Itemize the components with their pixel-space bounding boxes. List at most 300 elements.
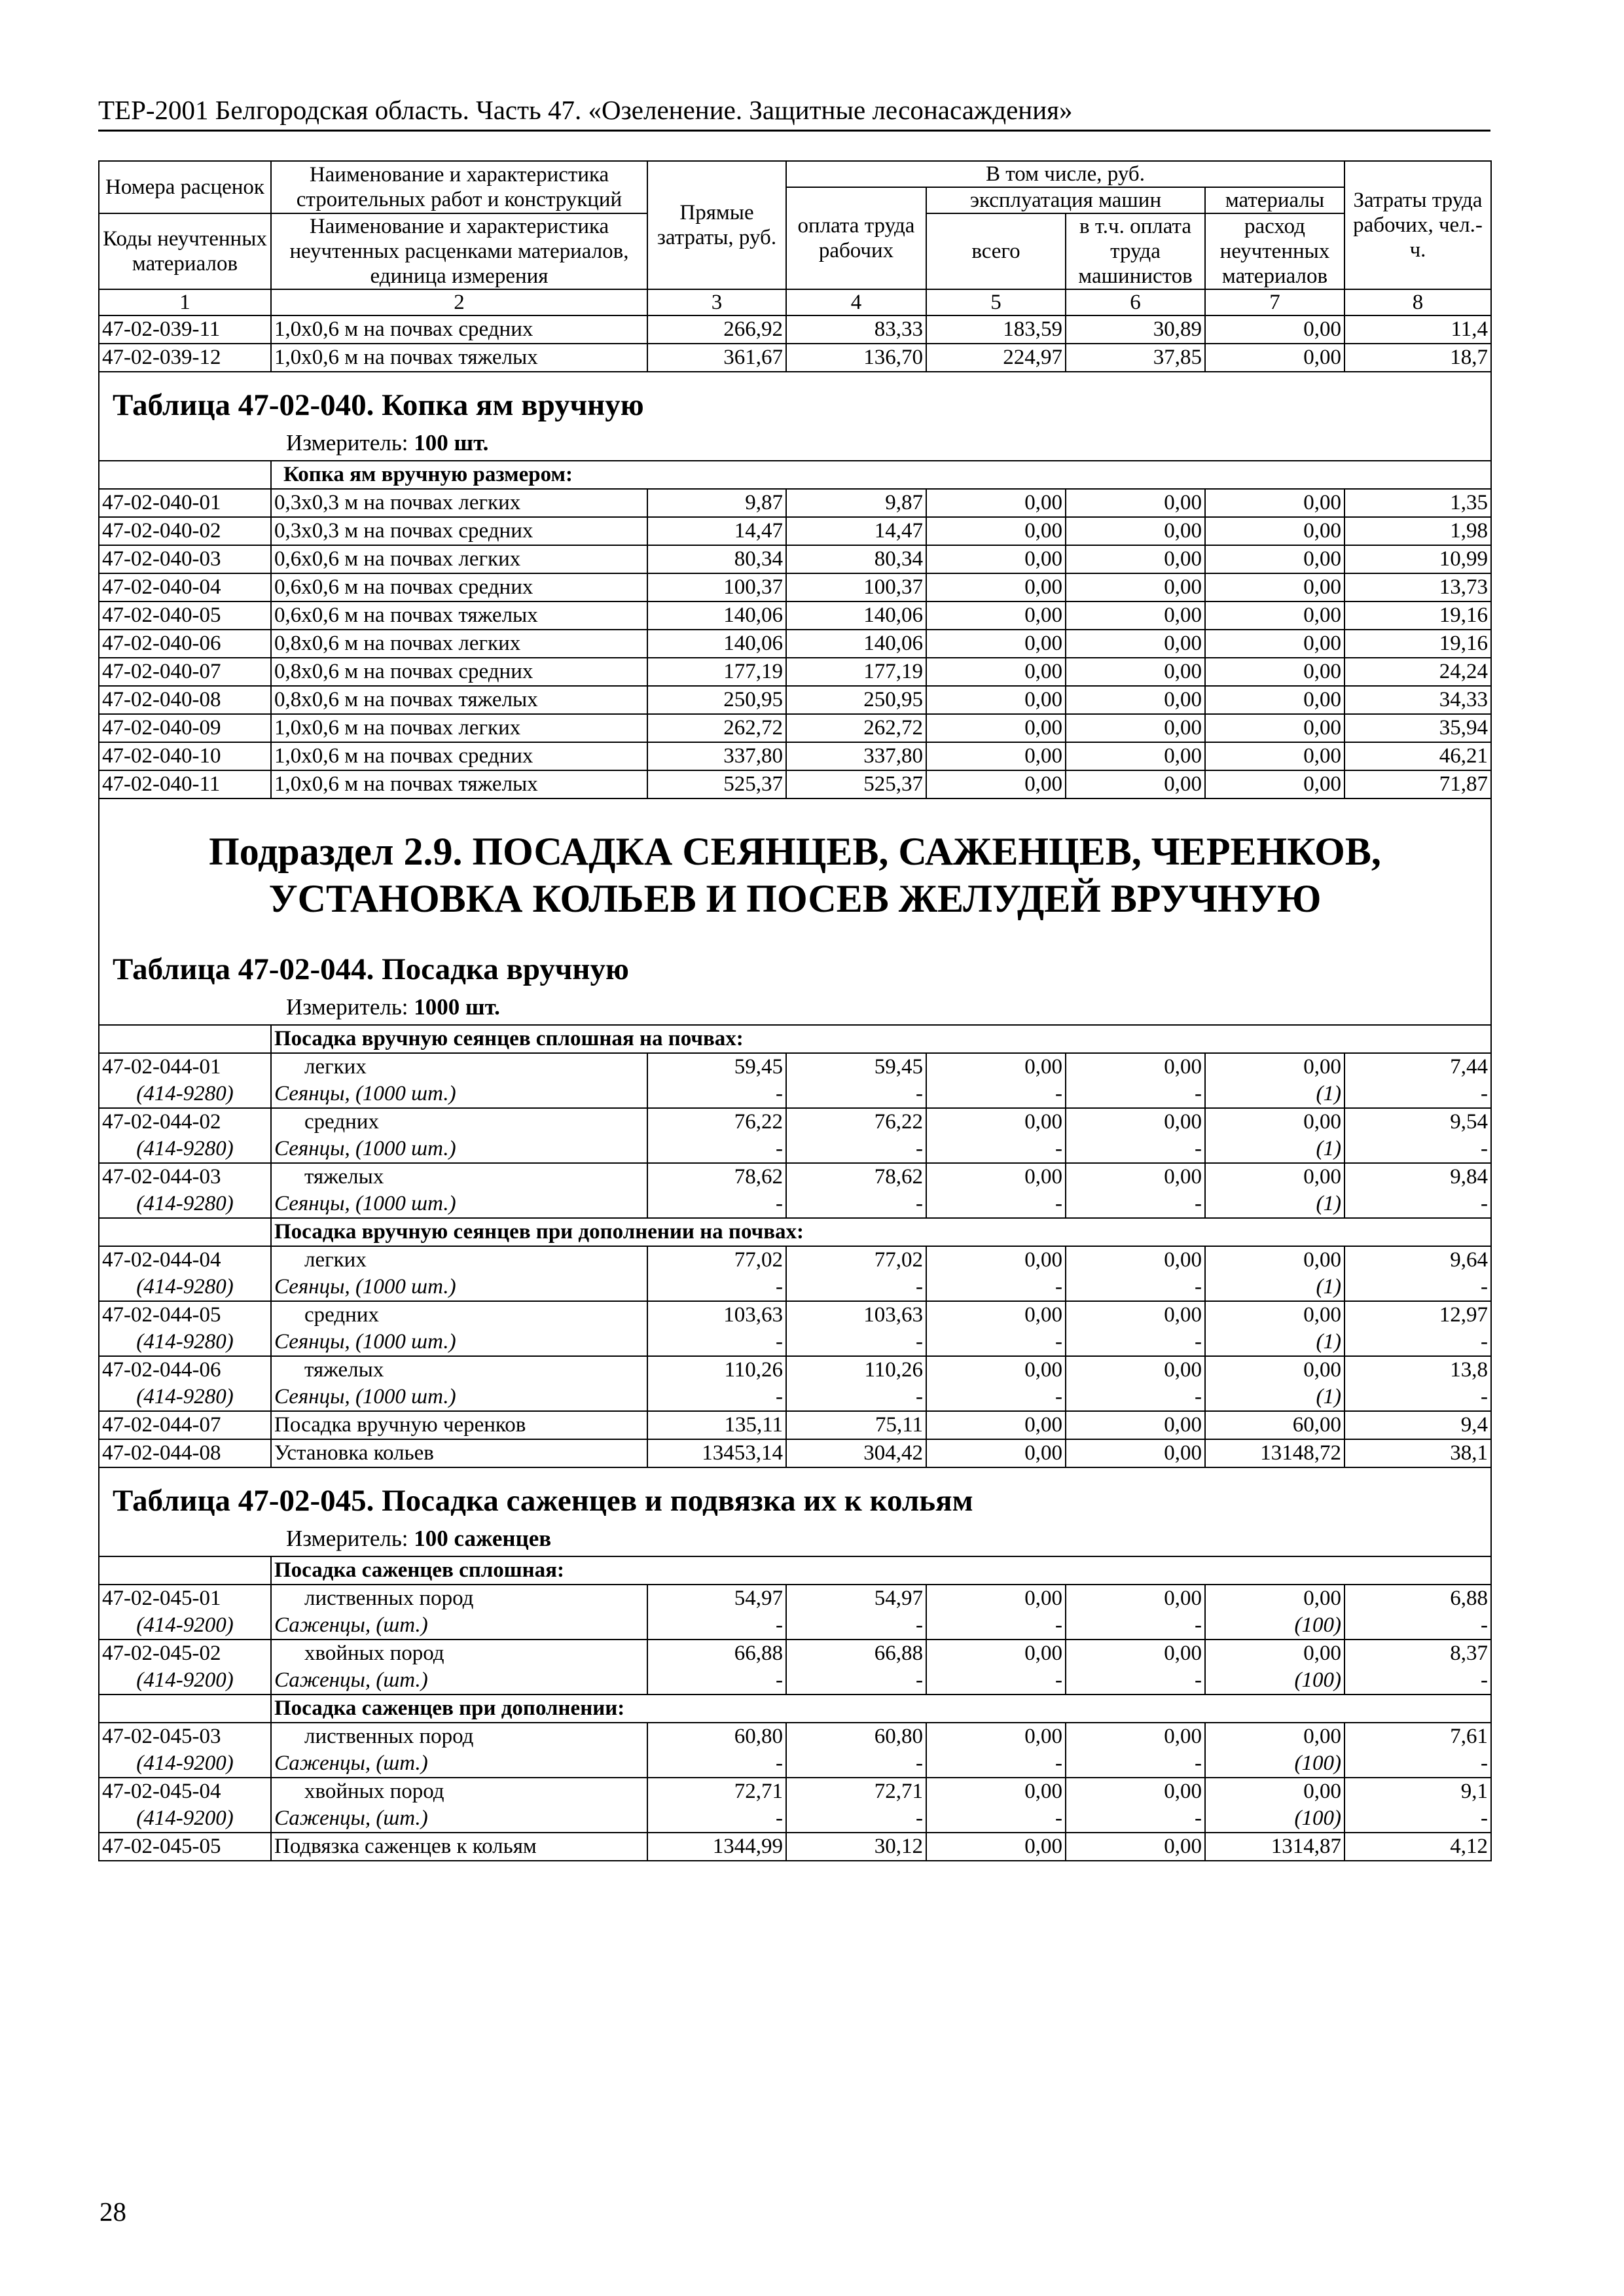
table-cell: Сеянцы, (1000 шт.) <box>271 1329 647 1356</box>
table-cell: 0,00 <box>1205 686 1344 714</box>
table-cell: Саженцы, (шт.) <box>271 1750 647 1778</box>
group-heading: Посадка вручную сеянцев при дополнении на почвах: <box>271 1218 1491 1246</box>
col-machines-total: всего <box>926 213 1066 289</box>
table-cell: (414-9280) <box>99 1136 271 1163</box>
table-cell: - <box>926 1750 1066 1778</box>
table-row <box>99 1411 1491 1439</box>
table-cell: 103,63 <box>786 1301 926 1329</box>
col-material-usage: расход неучтенных материалов <box>1205 213 1344 289</box>
table-row <box>99 742 1491 770</box>
table-cell: 0,00 <box>1205 489 1344 517</box>
table-cell: 0,00 <box>1205 714 1344 742</box>
table-row <box>99 315 1491 344</box>
table-cell: 110,26 <box>786 1356 926 1384</box>
table-cell: 13148,72 <box>1205 1439 1344 1467</box>
table-cell: лиственных пород <box>271 1723 647 1750</box>
table-cell: - <box>1066 1384 1205 1411</box>
col-labor-costs: Затраты труда рабочих, чел.-ч. <box>1344 161 1491 289</box>
table-cell: - <box>1344 1667 1491 1695</box>
table-cell: 47-02-039-11 <box>99 315 271 344</box>
table-cell: 0,00 <box>1066 1108 1205 1136</box>
table-cell: - <box>1066 1805 1205 1833</box>
table-header <box>99 161 1491 315</box>
table-cell: 140,06 <box>647 630 786 658</box>
table-cell: - <box>1344 1612 1491 1640</box>
table-cell: 0,00 <box>1205 742 1344 770</box>
table-cell: 14,47 <box>647 517 786 545</box>
table-cell: (1) <box>1205 1081 1344 1108</box>
table-cell: 0,00 <box>1066 714 1205 742</box>
table-cell: (414-9280) <box>99 1329 271 1356</box>
table-row <box>99 1585 1491 1612</box>
table-cell: 525,37 <box>786 770 926 798</box>
table-cell: 0,8х0,6 м на почвах легких <box>271 630 647 658</box>
table-cell: 0,00 <box>926 1640 1066 1667</box>
table-cell: 337,80 <box>786 742 926 770</box>
table-row <box>99 1053 1491 1081</box>
table-cell: 76,22 <box>647 1108 786 1136</box>
table-row <box>99 1108 1491 1136</box>
table-cell: 47-02-044-04 <box>99 1246 271 1274</box>
measure-value: 100 саженцев <box>414 1526 552 1551</box>
table-cell: 72,71 <box>786 1778 926 1805</box>
table-cell: 11,4 <box>1344 315 1491 344</box>
table-cell: - <box>1066 1612 1205 1640</box>
table-cell: легких <box>271 1246 647 1274</box>
table-cell: - <box>647 1081 786 1108</box>
table-cell: - <box>926 1191 1066 1218</box>
group-heading: Посадка саженцев сплошная: <box>271 1556 1491 1585</box>
table-cell: 47-02-044-08 <box>99 1439 271 1467</box>
table-cell: 83,33 <box>786 315 926 344</box>
table-cell: 250,95 <box>786 686 926 714</box>
table-cell: 0,3х0,3 м на почвах легких <box>271 489 647 517</box>
table-cell: 0,00 <box>1066 686 1205 714</box>
col-work-name: Наименование и характеристика строительных работ и конструкций <box>271 161 647 213</box>
table-cell: лиственных пород <box>271 1585 647 1612</box>
table-cell: 0,00 <box>926 1356 1066 1384</box>
table-cell: 183,59 <box>926 315 1066 344</box>
material-row <box>99 1136 1491 1163</box>
col-material-name: Наименование и характеристика неучтенных расценками материалов, единица измерения <box>271 213 647 289</box>
table-cell: 54,97 <box>647 1585 786 1612</box>
material-row <box>99 1191 1491 1218</box>
table-cell: 110,26 <box>647 1356 786 1384</box>
table-row <box>99 1723 1491 1750</box>
table-cell: - <box>926 1274 1066 1301</box>
table-row <box>99 1301 1491 1329</box>
table-cell: - <box>1344 1329 1491 1356</box>
table-cell: 0,00 <box>1066 1356 1205 1384</box>
table-row <box>99 517 1491 545</box>
table-cell: 0,00 <box>1205 1053 1344 1081</box>
table-045-heading <box>99 1467 1491 1585</box>
table-cell: - <box>1344 1274 1491 1301</box>
table-cell: - <box>647 1329 786 1356</box>
col-machines: эксплуатация машин <box>926 187 1205 213</box>
table-cell: 54,97 <box>786 1585 926 1612</box>
table-cell: 361,67 <box>647 344 786 372</box>
subsection-title <box>99 799 1490 948</box>
table-cell: 0,00 <box>926 742 1066 770</box>
table-cell: 0,00 <box>1205 1585 1344 1612</box>
table-040-heading <box>99 372 1491 489</box>
table-cell: - <box>647 1191 786 1218</box>
table-cell: - <box>926 1612 1066 1640</box>
table-row <box>99 1640 1491 1667</box>
group-heading: Посадка вручную сеянцев сплошная на почвах: <box>271 1025 1491 1053</box>
table-cell: 0,00 <box>926 1723 1066 1750</box>
table-cell: 66,88 <box>647 1640 786 1667</box>
table-cell: 0,00 <box>1205 1108 1344 1136</box>
table-row <box>99 344 1491 372</box>
page-number: 28 <box>99 2197 126 2227</box>
table-cell: 12,97 <box>1344 1301 1491 1329</box>
table-cell: тяжелых <box>271 1163 647 1191</box>
table-cell: - <box>1344 1191 1491 1218</box>
col-including: В том числе, руб. <box>786 161 1344 187</box>
table-cell: - <box>1066 1136 1205 1163</box>
table-cell: 14,47 <box>786 517 926 545</box>
table-cell: (414-9200) <box>99 1667 271 1695</box>
table-cell: 47-02-040-07 <box>99 658 271 686</box>
table-cell: - <box>1344 1750 1491 1778</box>
table-cell: 47-02-044-02 <box>99 1108 271 1136</box>
table-cell: 47-02-044-01 <box>99 1053 271 1081</box>
table-cell: 100,37 <box>647 573 786 601</box>
material-row <box>99 1805 1491 1833</box>
table-cell: 0,00 <box>926 1585 1066 1612</box>
col-num: 6 <box>1066 289 1205 315</box>
table-cell: хвойных пород <box>271 1778 647 1805</box>
measure-label: Измеритель: <box>286 430 414 456</box>
table-row <box>99 1833 1491 1861</box>
running-header: ТЕР-2001 Белгородская область. Часть 47. «Озеленение. Защитные лесонасаждения» <box>98 90 1490 132</box>
table-cell: 9,1 <box>1344 1778 1491 1805</box>
table-cell: 0,6х0,6 м на почвах тяжелых <box>271 601 647 630</box>
table-cell: 0,00 <box>1066 1246 1205 1274</box>
table-cell: (414-9280) <box>99 1191 271 1218</box>
table-cell: 0,8х0,6 м на почвах тяжелых <box>271 686 647 714</box>
table-cell: 0,00 <box>1205 1356 1344 1384</box>
material-row <box>99 1329 1491 1356</box>
table-cell: 13453,14 <box>647 1439 786 1467</box>
col-num: 8 <box>1344 289 1491 315</box>
table-cell: 140,06 <box>786 630 926 658</box>
table-cell: 8,37 <box>1344 1640 1491 1667</box>
table-cell: - <box>786 1667 926 1695</box>
table-cell: 13,8 <box>1344 1356 1491 1384</box>
table-cell: 47-02-045-05 <box>99 1833 271 1861</box>
table-cell: - <box>786 1081 926 1108</box>
table-cell: 0,00 <box>1066 1833 1205 1861</box>
table-cell: 0,00 <box>926 545 1066 573</box>
table-cell: 1,98 <box>1344 517 1491 545</box>
table-cell: 0,00 <box>926 686 1066 714</box>
table-cell: 9,87 <box>647 489 786 517</box>
table-cell: 0,00 <box>926 630 1066 658</box>
table-cell: 0,00 <box>926 1778 1066 1805</box>
table-cell: 59,45 <box>647 1053 786 1081</box>
col-num: 4 <box>786 289 926 315</box>
table-cell: Саженцы, (шт.) <box>271 1612 647 1640</box>
table-row <box>99 601 1491 630</box>
table-cell: Саженцы, (шт.) <box>271 1667 647 1695</box>
table-cell: - <box>1344 1136 1491 1163</box>
table-cell: 0,00 <box>1205 770 1344 798</box>
table-cell: 0,00 <box>1205 344 1344 372</box>
table-cell: (1) <box>1205 1274 1344 1301</box>
table-cell: - <box>786 1612 926 1640</box>
table-row <box>99 686 1491 714</box>
table-cell: 60,80 <box>647 1723 786 1750</box>
table-cell: 0,00 <box>1205 601 1344 630</box>
table-cell: средних <box>271 1301 647 1329</box>
table-cell: (100) <box>1205 1750 1344 1778</box>
table-cell: 60,00 <box>1205 1411 1344 1439</box>
table-cell: 47-02-040-02 <box>99 517 271 545</box>
table-cell: 0,00 <box>1205 1301 1344 1329</box>
table-cell: 72,71 <box>647 1778 786 1805</box>
table-cell: - <box>1066 1274 1205 1301</box>
table-cell: Сеянцы, (1000 шт.) <box>271 1191 647 1218</box>
table-045-body-c <box>99 1833 1491 1861</box>
group-heading: Копка ям вручную размером: <box>271 461 1491 489</box>
table-cell: - <box>786 1805 926 1833</box>
table-cell: (100) <box>1205 1612 1344 1640</box>
table-cell: 47-02-040-11 <box>99 770 271 798</box>
table-cell: 1,0х0,6 м на почвах средних <box>271 742 647 770</box>
table-cell: 0,00 <box>1066 1585 1205 1612</box>
measure-unit <box>99 993 1490 1024</box>
col-material-codes: Коды неучтенных материалов <box>99 213 271 289</box>
table-cell: 47-02-040-01 <box>99 489 271 517</box>
table-cell: 47-02-040-05 <box>99 601 271 630</box>
table-cell: - <box>647 1667 786 1695</box>
col-machinist-wages: в т.ч. оплата труда машинистов <box>1066 213 1205 289</box>
table-cell: (1) <box>1205 1191 1344 1218</box>
table-045-body-b <box>99 1723 1491 1833</box>
table-cell: 59,45 <box>786 1053 926 1081</box>
table-cell: 77,02 <box>786 1246 926 1274</box>
table-cell: 0,00 <box>1205 315 1344 344</box>
table-row <box>99 1163 1491 1191</box>
table-cell: 0,00 <box>1066 545 1205 573</box>
table-cell: - <box>1344 1805 1491 1833</box>
table-row <box>99 545 1491 573</box>
price-table <box>98 160 1492 1861</box>
col-num: 7 <box>1205 289 1344 315</box>
table-cell: Посадка вручную черенков <box>271 1411 647 1439</box>
table-cell: Саженцы, (шт.) <box>271 1805 647 1833</box>
table-cell: 18,7 <box>1344 344 1491 372</box>
material-row <box>99 1274 1491 1301</box>
table-cell: 75,11 <box>786 1411 926 1439</box>
table-cell: 0,00 <box>1205 658 1344 686</box>
table-cell: - <box>1066 1191 1205 1218</box>
table-cell: 0,00 <box>1066 489 1205 517</box>
material-row <box>99 1081 1491 1108</box>
table-row <box>99 1439 1491 1467</box>
table-cell: 0,00 <box>1066 658 1205 686</box>
table-cell: средних <box>271 1108 647 1136</box>
table-cell: 177,19 <box>647 658 786 686</box>
table-cell: 0,00 <box>1066 1723 1205 1750</box>
subsection-title-line1: Подраздел 2.9. ПОСАДКА СЕЯНЦЕВ, САЖЕНЦЕВ, ЧЕРЕНКОВ, <box>209 830 1381 873</box>
table-cell: 47-02-040-04 <box>99 573 271 601</box>
table-cell: 0,00 <box>926 601 1066 630</box>
table-cell: 0,00 <box>1205 545 1344 573</box>
table-cell: 135,11 <box>647 1411 786 1439</box>
table-cell: 0,00 <box>926 1246 1066 1274</box>
table-cell: 0,00 <box>926 517 1066 545</box>
table-cell: 100,37 <box>786 573 926 601</box>
table-cell: 177,19 <box>786 658 926 686</box>
table-cell: 66,88 <box>786 1640 926 1667</box>
table-cell: 0,00 <box>1066 630 1205 658</box>
col-materials: материалы <box>1205 187 1344 213</box>
table-cell: легких <box>271 1053 647 1081</box>
table-cell: 9,4 <box>1344 1411 1491 1439</box>
measure-label: Измеритель: <box>286 1526 414 1551</box>
table-cell: 0,00 <box>926 489 1066 517</box>
measure-value: 1000 шт. <box>414 994 500 1020</box>
table-cell: 0,00 <box>926 573 1066 601</box>
table-cell: 103,63 <box>647 1301 786 1329</box>
table-cell: 0,00 <box>1205 1640 1344 1667</box>
measure-unit <box>99 429 1490 460</box>
table-cell: 60,80 <box>786 1723 926 1750</box>
material-row <box>99 1667 1491 1695</box>
table-cell: 47-02-040-10 <box>99 742 271 770</box>
table-cell: 0,00 <box>926 1833 1066 1861</box>
table-cell: 19,16 <box>1344 601 1491 630</box>
table-cell: 0,00 <box>1205 1723 1344 1750</box>
table-cell: 0,00 <box>926 658 1066 686</box>
table-cell: 47-02-040-03 <box>99 545 271 573</box>
table-cell: (414-9280) <box>99 1081 271 1108</box>
table-cell: 71,87 <box>1344 770 1491 798</box>
table-cell: (414-9200) <box>99 1750 271 1778</box>
table-cell: - <box>926 1081 1066 1108</box>
table-cell: - <box>786 1329 926 1356</box>
table-cell: - <box>926 1667 1066 1695</box>
table-044-body-b <box>99 1246 1491 1411</box>
table-cell: (1) <box>1205 1136 1344 1163</box>
table-cell: - <box>1344 1384 1491 1411</box>
table-cell: 1,0х0,6 м на почвах средних <box>271 315 647 344</box>
table-044-body-c <box>99 1411 1491 1467</box>
table-cell: 0,00 <box>926 1108 1066 1136</box>
table-cell: 47-02-040-09 <box>99 714 271 742</box>
table-cell: 9,87 <box>786 489 926 517</box>
table-cell: 9,64 <box>1344 1246 1491 1274</box>
table-row <box>99 489 1491 517</box>
table-cell: - <box>786 1384 926 1411</box>
table-cell: 38,1 <box>1344 1439 1491 1467</box>
table-cell: - <box>926 1136 1066 1163</box>
table-body-top <box>99 315 1491 372</box>
table-cell: - <box>647 1136 786 1163</box>
table-cell: 0,00 <box>926 714 1066 742</box>
table-cell: 0,8х0,6 м на почвах средних <box>271 658 647 686</box>
table-cell: Установка кольев <box>271 1439 647 1467</box>
table-cell: - <box>647 1805 786 1833</box>
table-cell: 78,62 <box>786 1163 926 1191</box>
table-cell: - <box>1066 1667 1205 1695</box>
table-cell: - <box>1066 1329 1205 1356</box>
table-cell: 0,00 <box>1066 1439 1205 1467</box>
table-cell: 0,00 <box>926 1301 1066 1329</box>
table-cell: Сеянцы, (1000 шт.) <box>271 1274 647 1301</box>
table-cell: 6,88 <box>1344 1585 1491 1612</box>
table-row <box>99 1778 1491 1805</box>
table-cell: Сеянцы, (1000 шт.) <box>271 1136 647 1163</box>
table-cell: - <box>926 1329 1066 1356</box>
table-cell: 34,33 <box>1344 686 1491 714</box>
table-cell: 0,00 <box>926 1439 1066 1467</box>
table-cell: 47-02-045-01 <box>99 1585 271 1612</box>
table-cell: 0,00 <box>1205 1246 1344 1274</box>
table-cell: (100) <box>1205 1667 1344 1695</box>
table-row <box>99 1356 1491 1384</box>
table-cell: 13,73 <box>1344 573 1491 601</box>
table-cell: 47-02-044-05 <box>99 1301 271 1329</box>
table-cell: - <box>786 1136 926 1163</box>
table-cell: 140,06 <box>786 601 926 630</box>
subsection-title-line2: УСТАНОВКА КОЛЬЕВ И ПОСЕВ ЖЕЛУДЕЙ ВРУЧНУЮ <box>268 877 1322 920</box>
table-cell: 7,61 <box>1344 1723 1491 1750</box>
table-cell: (414-9200) <box>99 1805 271 1833</box>
material-row <box>99 1384 1491 1411</box>
material-row <box>99 1750 1491 1778</box>
table-cell: тяжелых <box>271 1356 647 1384</box>
table-044-body-a <box>99 1053 1491 1218</box>
table-cell: - <box>1066 1750 1205 1778</box>
table-cell: 0,00 <box>1066 770 1205 798</box>
table-cell: Сеянцы, (1000 шт.) <box>271 1384 647 1411</box>
table-cell: 262,72 <box>786 714 926 742</box>
table-cell: 1,0х0,6 м на почвах тяжелых <box>271 344 647 372</box>
table-row <box>99 714 1491 742</box>
table-title: Таблица 47-02-044. Посадка вручную <box>113 952 629 986</box>
table-cell: 78,62 <box>647 1163 786 1191</box>
table-cell: 1344,99 <box>647 1833 786 1861</box>
measure-unit <box>99 1524 1490 1556</box>
table-cell: 0,00 <box>926 1163 1066 1191</box>
table-cell: - <box>647 1274 786 1301</box>
table-cell: 4,12 <box>1344 1833 1491 1861</box>
table-cell: (1) <box>1205 1384 1344 1411</box>
table-cell: Подвязка саженцев к кольям <box>271 1833 647 1861</box>
table-row <box>99 658 1491 686</box>
table-cell: 224,97 <box>926 344 1066 372</box>
table-cell: 30,12 <box>786 1833 926 1861</box>
table-cell: 0,6х0,6 м на почвах средних <box>271 573 647 601</box>
col-num: 3 <box>647 289 786 315</box>
table-row <box>99 770 1491 798</box>
table-row <box>99 1246 1491 1274</box>
table-title: Таблица 47-02-040. Копка ям вручную <box>113 388 644 422</box>
table-cell: 0,6х0,6 м на почвах легких <box>271 545 647 573</box>
table-cell: 47-02-045-04 <box>99 1778 271 1805</box>
table-cell: 262,72 <box>647 714 786 742</box>
table-cell: 0,00 <box>1066 1640 1205 1667</box>
table-040-body <box>99 489 1491 798</box>
table-cell: 337,80 <box>647 742 786 770</box>
table-045-body-a <box>99 1585 1491 1695</box>
table-cell: 250,95 <box>647 686 786 714</box>
